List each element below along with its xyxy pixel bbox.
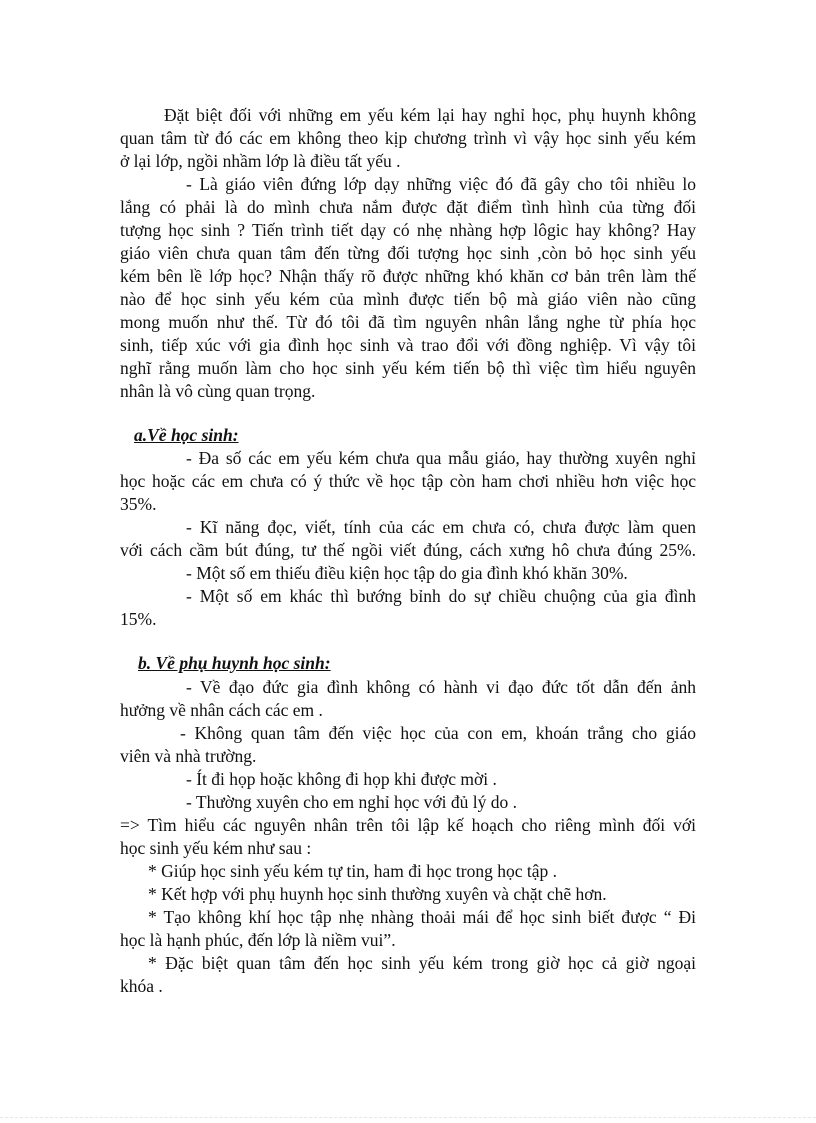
text-line: - Thường xuyên cho em nghỉ học với đủ lý do . [186, 792, 517, 812]
text-line: * Tạo không khí học tập nhẹ nhàng thoải mái để học sinh biết được “ Đi [148, 907, 696, 927]
text-line: * Đặc biệt quan tâm đến học sinh yếu kém trong giờ học cả giờ ngoại [148, 953, 696, 973]
text-line: - Ít đi họp hoặc không đi họp khi được mời . [186, 769, 497, 789]
text-line: 35%. [120, 494, 157, 514]
text-line: - Là giáo viên đứng lớp dạy những việc đó đã gây cho tôi nhiều lo [186, 174, 696, 194]
section-heading-a: a.Về học sinh: [134, 425, 239, 445]
section-heading-b: b. Về phụ huynh học sinh: [138, 653, 331, 673]
text-line: => Tìm hiểu các nguyên nhân trên tôi lập kế hoạch cho riêng mình đối với [120, 815, 696, 835]
text-line: - Một số em khác thì bướng bỉnh do sự chiều chuộng của gia đình [186, 586, 696, 606]
text-line: - Đa số các em yếu kém chưa qua mẫu giáo, hay thường xuyên nghỉ [186, 448, 696, 468]
text-line: nhân là vô cùng quan trọng. [120, 381, 316, 401]
text-line: nghĩ rằng muốn làm cho học sinh yếu kém tiến bộ thì việc tìm hiểu nguyên [120, 358, 696, 378]
text-line: hưởng về nhân cách các em . [120, 700, 323, 720]
text-line: học sinh yếu kém như sau : [120, 838, 312, 858]
text-line: tượng học sinh ? Tiến trình tiết dạy có nhẹ nhàng hợp lôgic hay không? Hay [120, 220, 696, 240]
text-line: - Không quan tâm đến việc học của con em, khoán trắng cho giáo [180, 723, 696, 743]
text-line: - Kĩ năng đọc, viết, tính của các em chưa có, chưa được làm quen [186, 517, 696, 537]
page-bottom-divider [0, 1117, 816, 1118]
text-line: Đặt biệt đối với những em yếu kém lại hay nghỉ học, phụ huynh không [164, 105, 696, 125]
text-line: với cách cầm bút đúng, tư thế ngồi viết đúng, cách xưng hô chưa đúng 25%. [120, 540, 696, 560]
text-line: ở lại lớp, ngồi nhầm lớp là điều tất yếu . [120, 151, 401, 171]
text-line: - Một số em thiếu điều kiện học tập do gia đình khó khăn 30%. [186, 563, 628, 583]
text-line: - Về đạo đức gia đình không có hành vi đạo đức tốt dẫn đến ảnh [186, 677, 696, 697]
text-line: lắng có phải là do mình chưa nắm được đặt điểm tình hình của từng đối [120, 197, 696, 217]
text-line: sinh, tiếp xúc với gia đình học sinh và trao đổi với đồng nghiệp. Vì vậy tôi [120, 335, 696, 355]
text-line: học là hạnh phúc, đến lớp là niềm vui”. [120, 930, 396, 950]
text-line: mong muốn như thế. Từ đó tôi đã tìm nguyên nhân lắng nghe từ phía học [120, 312, 696, 332]
text-line: kém bên lề lớp học? Nhận thấy rõ được những khó khăn cơ bản trên làm thế [120, 266, 696, 286]
text-line: học hoặc các em chưa có ý thức về học tập còn ham chơi nhiều hơn việc học [120, 471, 696, 491]
text-line: nào để học sinh yếu kém của mình được tiến bộ mà giáo viên nào cũng [120, 289, 696, 309]
text-line: * Giúp học sinh yếu kém tự tin, ham đi học trong học tập . [148, 861, 558, 881]
text-line: * Kết hợp với phụ huynh học sinh thường xuyên và chặt chẽ hơn. [148, 884, 607, 904]
text-line: giáo viên chưa quan tâm đến từng đối tượng học sinh ,còn bỏ học sinh yếu [120, 243, 696, 263]
text-line: 15%. [120, 609, 157, 629]
text-line: quan tâm từ đó các em không theo kịp chương trình vì vậy học sinh yếu kém [120, 128, 696, 148]
text-line: viên và nhà trường. [120, 746, 257, 766]
text-line: khóa . [120, 976, 163, 996]
